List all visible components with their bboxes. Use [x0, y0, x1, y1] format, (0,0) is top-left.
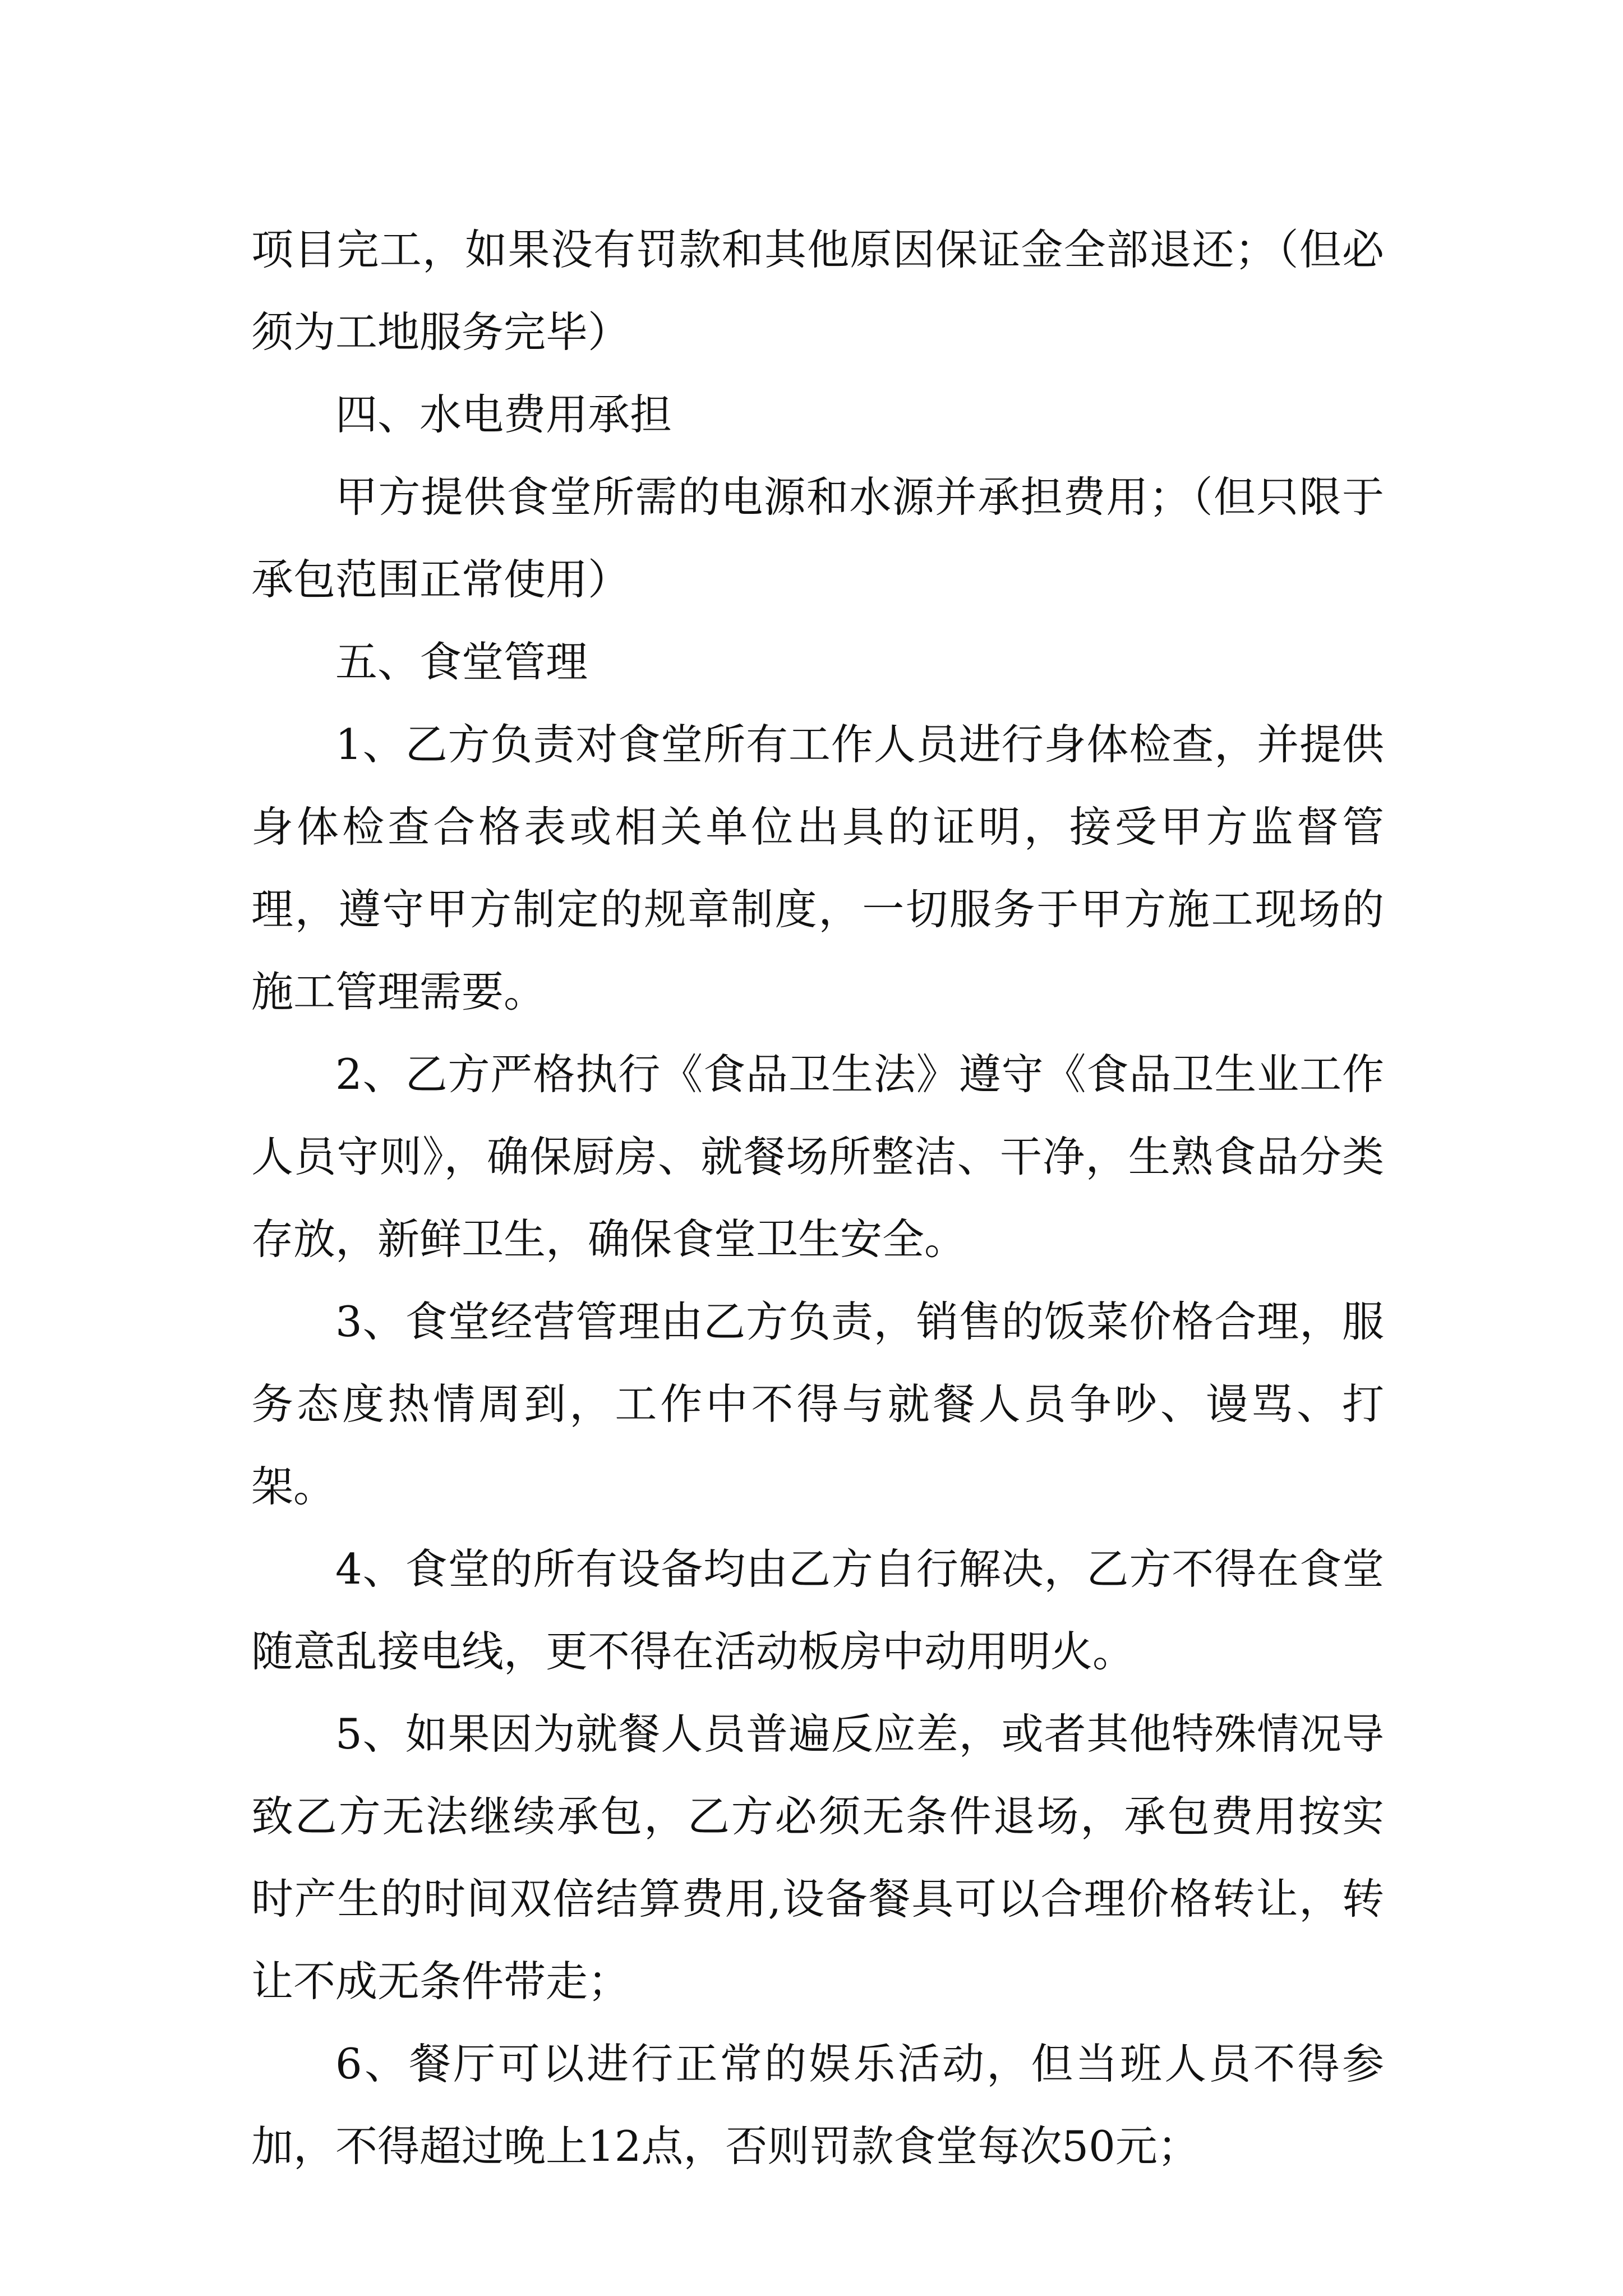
- document-page: [251, 209, 1384, 2188]
- clause-5-termination: 5、如果因为就餐人员普遍反应差，或者其他特殊情况导致乙方无法继续承包，乙方必须无条件退场，承包费用按实时产生的时间双倍结算费用,设备餐具可以合理价格转让，转让不成无条件带走；: [251, 1709, 1384, 2006]
- clause-4-equipment: 4、食堂的所有设备均由乙方自行解决，乙方不得在食堂随意乱接电线，更不得在活动板房中动用明火。: [251, 1544, 1384, 1676]
- paragraph-completion-deposit: 项目完工，如果没有罚款和其他原因保证金全部退还；（但必须为工地服务完毕）: [251, 225, 1384, 357]
- clause-3-operation: 3、食堂经营管理由乙方负责，销售的饭菜价格合理，服务态度热情周到，工作中不得与就餐人员争吵、谩骂、打架。: [251, 1297, 1384, 1511]
- paragraph-utilities: 甲方提供食堂所需的电源和水源并承担费用；（但只限于承包范围正常使用）: [251, 472, 1384, 604]
- clause-6-entertainment: 6、餐厅可以进行正常的娱乐活动，但当班人员不得参加，不得超过晚上12点，否则罚款食堂每次50元；: [251, 2039, 1384, 2171]
- clause-1-health-check: 1、乙方负责对食堂所有工作人员进行身体检查，并提供身体检查合格表或相关单位出具的证明，接受甲方监督管理，遵守甲方制定的规章制度，一切服务于甲方施工现场的施工管理需要。: [251, 720, 1384, 1016]
- heading-canteen-management: 五、食堂管理: [335, 637, 588, 687]
- heading-utilities: 四、水电费用承担: [335, 390, 672, 439]
- clause-2-food-hygiene: 2、乙方严格执行《食品卫生法》遵守《食品卫生业工作人员守则》，确保厨房、就餐场所整洁、干净，生熟食品分类存放，新鲜卫生，确保食堂卫生安全。: [251, 1050, 1384, 1264]
